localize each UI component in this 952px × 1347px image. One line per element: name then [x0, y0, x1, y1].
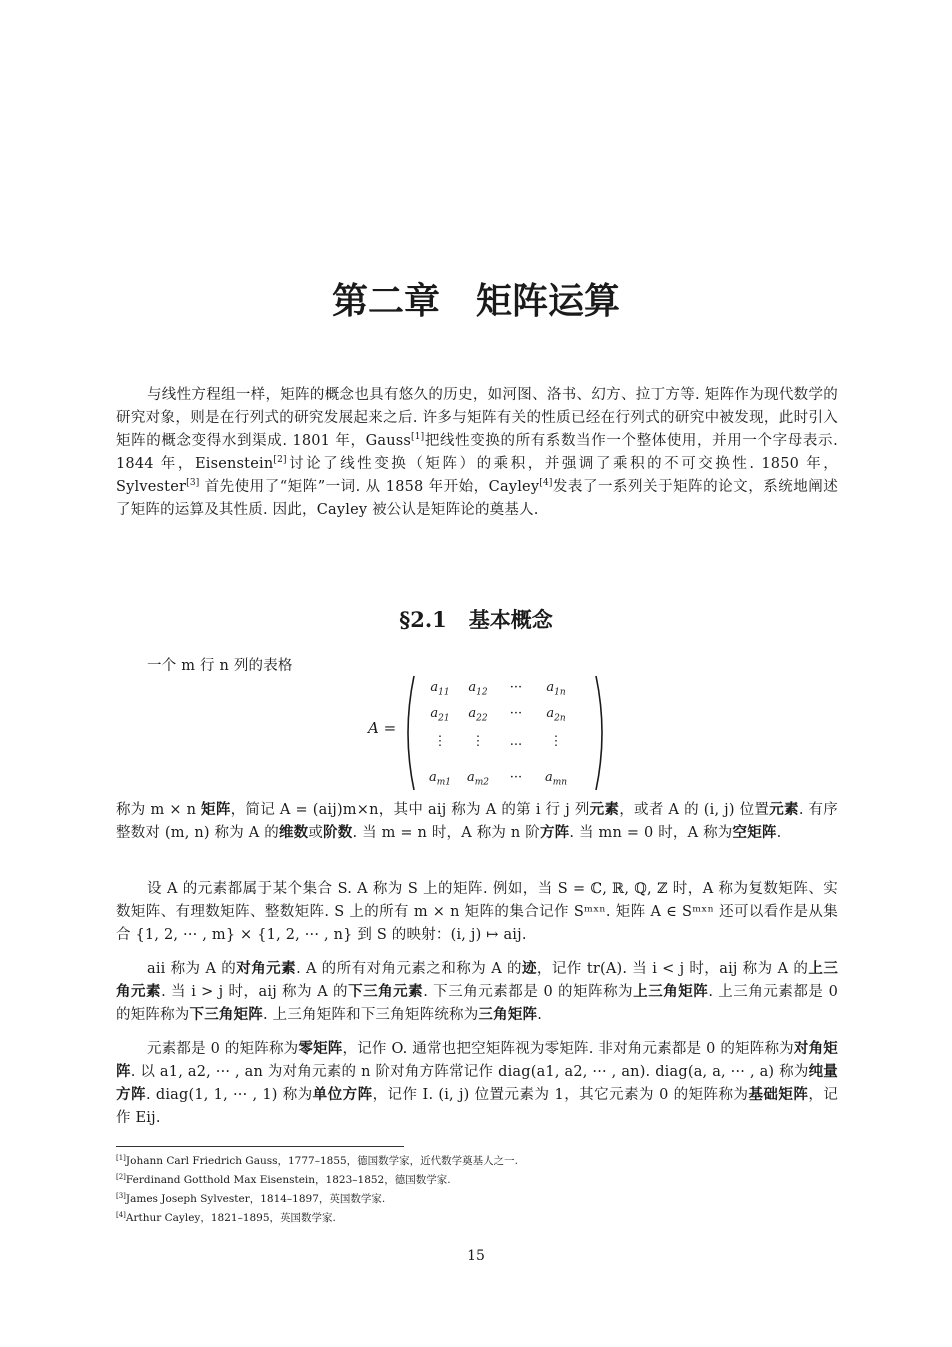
- footnote-item: [116, 1152, 838, 1171]
- intro-text-2: 把线性变换的所有系数当作一个整体使用，并用一个字母表示. 1844 年，Eisenstein: [116, 433, 838, 472]
- text: ，记作 tr(A). 当 i < j 时，aij 称为 A 的: [536, 961, 809, 977]
- text: .: [537, 1007, 543, 1023]
- matrix-entry: ···: [509, 770, 523, 785]
- text: ，或者 A 的 (i, j) 位置: [619, 802, 770, 818]
- text: . 当 m = n 时，A 称为 n 阶: [352, 825, 540, 841]
- page-number: 15: [467, 1248, 485, 1264]
- text: 或: [308, 825, 324, 841]
- footnote-ref-3[interactable]: [3]: [186, 478, 200, 488]
- term-lower-matrix: 下三角矩阵: [189, 1007, 263, 1023]
- section-name: 基本概念: [468, 608, 553, 632]
- term-upper-matrix: 上三角矩阵: [633, 984, 709, 1000]
- text: . diag(1, 1, ··· , 1) 称为: [145, 1087, 313, 1103]
- footnote-text: Johann Carl Friedrich Gauss，1777–1855，德国数学家，近代数学奠基人之一.: [125, 1155, 519, 1167]
- footnote-ref-1[interactable]: [1]: [411, 432, 425, 442]
- footnote-divider: [116, 1146, 404, 1147]
- term-scalar-matrix: 纯量方阵: [116, 1064, 839, 1103]
- matrix-lhs: A =: [368, 719, 397, 737]
- chapter-title: [0, 278, 952, 326]
- intro-text-1: 与线性方程组一样，矩阵的概念也具有悠久的历史，如河图、洛书、幻方、拉丁方等. 矩阵作为现代数学的研究对象，则是在行列式的研究发展起来之后. 许多与矩阵有关的性质已经在行列式的研究中被发现，此时引入矩阵的概念变得水到渠成. 1801 年，Gauss: [116, 387, 838, 449]
- footnote-item: [116, 1209, 838, 1228]
- matrix-entry: $a_{22}$: [468, 706, 488, 724]
- term-empty-matrix: 空矩阵: [732, 825, 777, 841]
- matrix-entry: ⋮: [471, 734, 485, 749]
- footnote-mark: [1]: [116, 1154, 126, 1162]
- footnote-item: [116, 1171, 838, 1190]
- text: aii 称为 A 的: [147, 961, 237, 977]
- matrix-entry: $a_{11}$: [430, 680, 450, 698]
- text: . 当 i > j 时，aij 称为 A 的: [161, 984, 349, 1000]
- term-triangular-matrix: 三角矩阵: [478, 1007, 538, 1023]
- matrix-entry: $a_{1n}$: [546, 680, 566, 698]
- text: ，简记 A = (aij)m×n，其中 aij 称为 A 的第 i 行 j 列: [230, 802, 590, 818]
- intro-text-4: 首先使用了“矩阵”一词. 从 1858 年开始，Cayley: [199, 479, 540, 495]
- term-identity-matrix: 单位方阵: [312, 1087, 373, 1103]
- intro-text-3: 讨论了线性变换（矩阵）的乘积，并强调了乘积的不可交换性. 1850 年，Sylvester: [116, 456, 838, 495]
- matrix-entry: ···: [509, 706, 523, 721]
- intro-paragraph: [116, 384, 838, 522]
- term-zero-matrix: 零矩阵: [298, 1041, 343, 1057]
- footnote-text: Arthur Cayley，1821–1895，英国数学家.: [125, 1212, 336, 1224]
- text: . 上三角矩阵和下三角矩阵统称为: [263, 1007, 479, 1023]
- text: ，记作 O. 通常也把空矩阵视为零矩阵. 非对角元素都是 0 的矩阵称为: [342, 1041, 794, 1057]
- matrix-lead-text: 一个 m 行 n 列的表格: [147, 658, 293, 674]
- matrix-entry: $a_{12}$: [468, 680, 488, 698]
- footnote-ref-4[interactable]: [4]: [539, 478, 553, 488]
- term-element: 元素: [589, 802, 620, 818]
- diagonal-paragraph: [116, 958, 838, 1027]
- intro-text-5: 发表了一系列关于矩阵的论文，系统地阐述了矩阵的运算及其性质. 因此，Cayley 被公认是矩阵论的奠基人.: [116, 479, 838, 518]
- term-diagonal-element: 对角元素: [236, 961, 297, 977]
- matrix-entry: $a_{m1}$: [428, 770, 452, 788]
- footnotes: [116, 1152, 838, 1228]
- right-paren: [596, 676, 602, 790]
- matrix-entry: $a_{mn}$: [544, 770, 568, 788]
- matrix-entry: ···: [509, 680, 523, 695]
- chapter-name: 矩阵运算: [476, 281, 621, 322]
- set-paragraph: 设 A 的元素都属于某个集合 S. A 称为 S 上的矩阵. 例如，当 S = ℂ, ℝ, ℚ, ℤ 时，A 称为复数矩阵、实数矩阵、有理数矩阵、整数矩阵. S 上的所有 m × n 矩阵的集合记作 Sᵐˣⁿ. 矩阵 A ∈ Sᵐˣⁿ 还可以看作是从集合 {1, 2, ··· , m} × {1, 2, ··· , n} 到 S 的映射：(i, j) ↦ aij.: [116, 881, 838, 943]
- matrix-entry: $a_{2n}$: [546, 706, 566, 724]
- text: . 上三角元素都是 0 的矩阵称为: [116, 984, 839, 1023]
- text: . 下三角元素都是 0 的矩阵称为: [423, 984, 634, 1000]
- term-upper-element: 上三角元素: [116, 961, 839, 1000]
- chapter-number: 第二章: [331, 281, 440, 322]
- footnote-item: [116, 1190, 838, 1209]
- term-order: 阶数: [323, 825, 353, 841]
- term-lower-element: 下三角元素: [348, 984, 424, 1000]
- section-heading: [0, 604, 952, 636]
- footnote-mark: [4]: [116, 1211, 126, 1219]
- matrix-entry: ⋮: [433, 734, 447, 749]
- term-matrix: 矩阵: [201, 802, 231, 818]
- definition-paragraph: [116, 799, 838, 845]
- term-square-matrix: 方阵: [539, 825, 570, 841]
- section-number: §2.1: [399, 607, 447, 632]
- left-paren: [408, 676, 414, 790]
- term-basic-matrix: 基础矩阵: [748, 1087, 809, 1103]
- matrix-display: [368, 672, 598, 792]
- text: 元素都是 0 的矩阵称为: [147, 1041, 299, 1057]
- text: . 有序整数对 (m, n) 称为 A 的: [116, 802, 839, 841]
- text: ，记作 Eij.: [116, 1087, 839, 1126]
- matrix-entry: $a_{21}$: [430, 706, 450, 724]
- zero-matrix-paragraph: [116, 1038, 838, 1130]
- matrix-entry: ⋮: [549, 734, 563, 749]
- term-trace: 迹: [521, 961, 537, 977]
- footnote-mark: [3]: [116, 1192, 126, 1200]
- text: . A 的所有对角元素之和称为 A 的: [296, 961, 522, 977]
- footnote-mark: [2]: [116, 1173, 126, 1181]
- text: .: [776, 825, 782, 841]
- footnote-text: James Joseph Sylvester，1814–1897，英国数学家.: [125, 1193, 386, 1205]
- text: . 当 mn = 0 时，A 称为: [569, 825, 733, 841]
- text: 称为 m × n: [116, 802, 202, 818]
- matrix-entry: $a_{m2}$: [466, 770, 490, 788]
- text: . 以 a1, a2, ··· , an 为对角元素的 n 阶对角方阵常记作 diag(a1, a2, ··· , an). diag(a, a, ··· , a) 称为: [130, 1064, 809, 1080]
- text: ，记作 I. (i, j) 位置元素为 1，其它元素为 0 的矩阵称为: [372, 1087, 749, 1103]
- footnote-text: Ferdinand Gotthold Max Eisenstein，1823–1852，德国数学家.: [125, 1174, 451, 1186]
- term-dimension: 维数: [278, 825, 309, 841]
- term-diagonal-matrix: 对角矩阵: [116, 1041, 838, 1080]
- term-element-2: 元素: [769, 802, 799, 818]
- matrix-entry: ...: [509, 734, 523, 749]
- footnote-ref-2[interactable]: [2]: [273, 455, 287, 465]
